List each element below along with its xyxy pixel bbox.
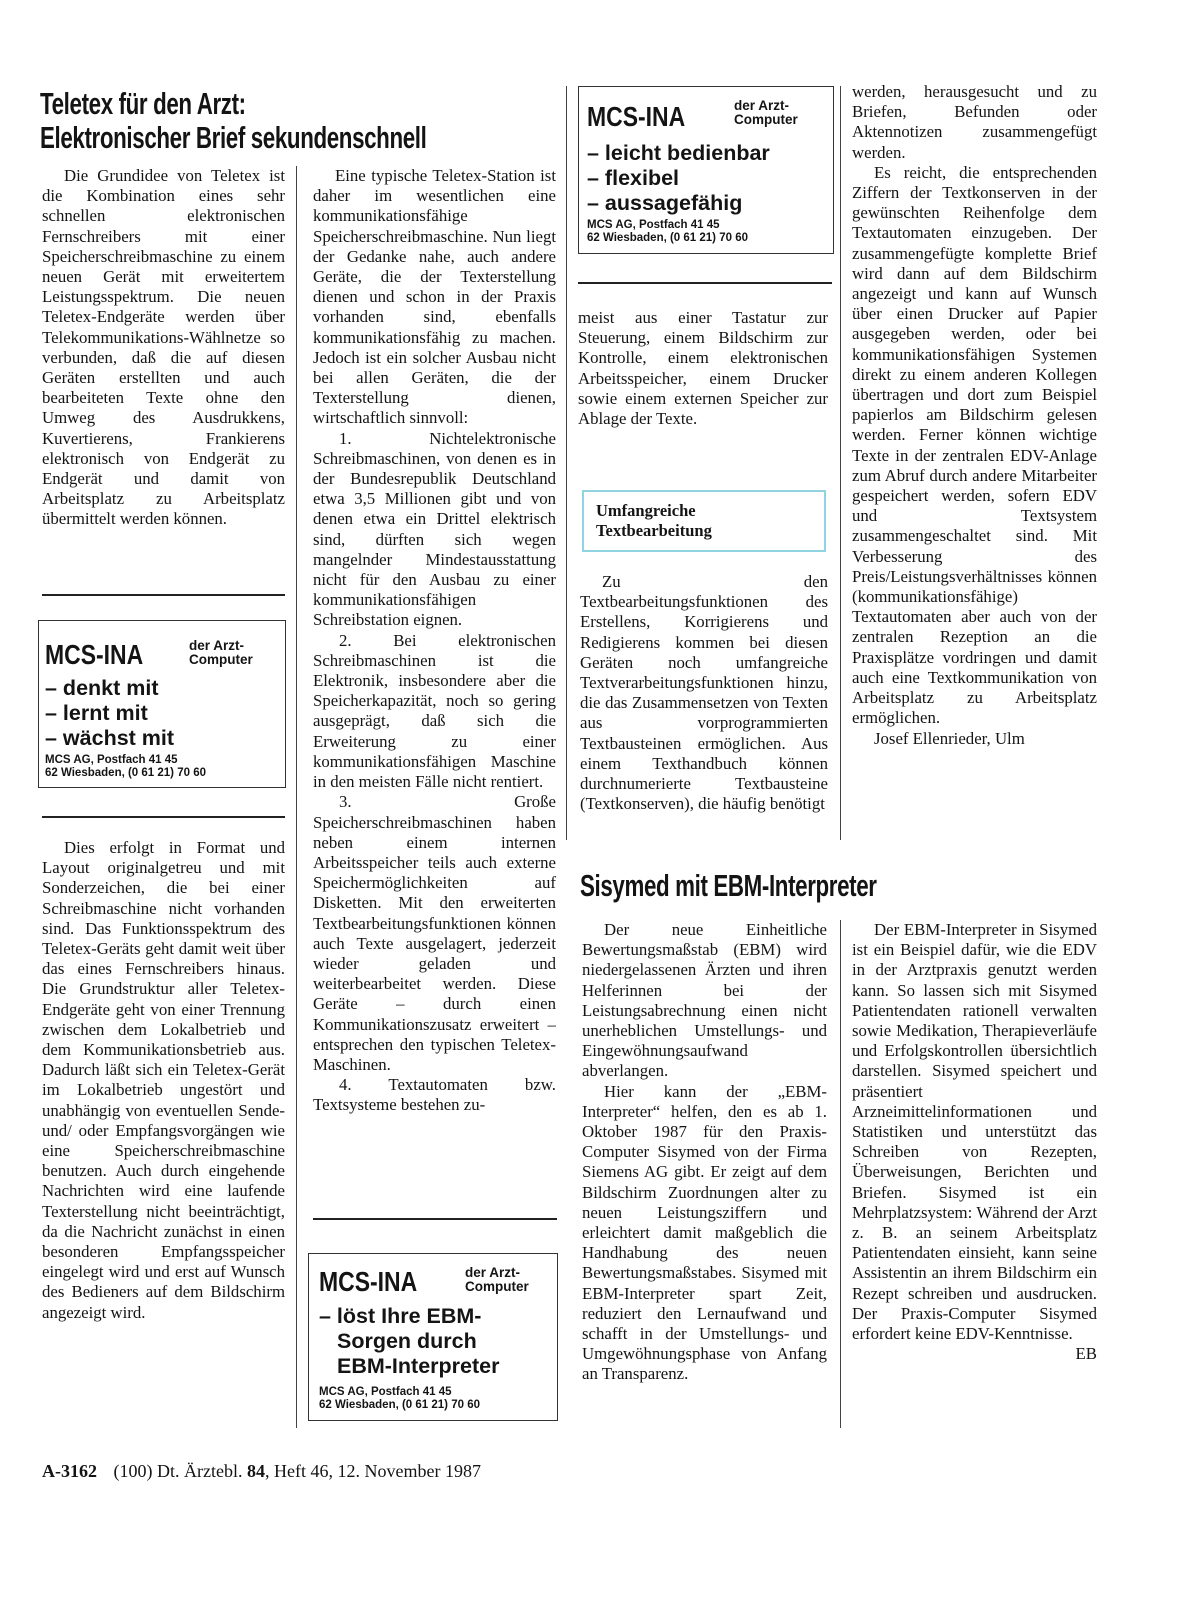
ad-claim: – flexibel: [587, 166, 680, 190]
ad-address-line: 62 Wiesbaden, (0 61 21) 70 60: [319, 1399, 480, 1411]
article1-column4: [852, 82, 1097, 842]
article1-paragraph: Zu den Textbearbeitungsfunktionen des Erstellens, Korrigierens und Redigierens kommen bei diesen Geräten noch umfangreiche Textverarbeitungsfunktionen hinzu, die das Zusammensetzen von Texten aus vorprogrammierten Textbausteinen ermöglichen. Aus einem Texthandbuch können durchnumerierte Textbausteine (Textkonserven), die häufig benötigt: [580, 572, 828, 814]
divider: [42, 816, 285, 818]
page-code: A-3162: [42, 1461, 97, 1481]
article1-paragraph: Eine typische Teletex-Station ist daher im wesentlichen eine kommunikationsfähige Speicherschreibmaschine. Nun liegt der Gedanke nahe, auch andere Geräte, die der Texterstellung dienen und schon in der Praxis vorhanden sind, ebenfalls kommunikationsfähig zu machen. Jedoch ist ein solcher Ausbau nicht bei allen Geräten, die der Texterstellung dienen, wirtschaftlich sinnvoll:: [313, 166, 556, 428]
article2-paragraph: [852, 920, 1097, 1364]
ad-address: [587, 219, 748, 245]
ad-claim: Sorgen durch: [337, 1329, 477, 1353]
page-footer: [42, 1461, 481, 1482]
article2-signature: EB: [1075, 1344, 1097, 1364]
journal-volume: 84: [246, 1461, 265, 1481]
ad-tagline: [189, 639, 253, 667]
article2-paragraph: Der neue Einheitliche Bewertungsmaßstab (EBM) wird niedergelassenen Ärzten und ihren Helferinnen bei der Leistungsabrechnung einen nicht unerheblichen Umstellungs- und Eingewöhnungsaufwand abverlangen.: [582, 920, 827, 1081]
article2-column2: [852, 920, 1097, 1430]
ad-claims: [319, 1304, 499, 1379]
ad-claim: – aussagefähig: [587, 191, 743, 215]
ad-claim: – lernt mit: [45, 701, 148, 725]
ad-claims: [587, 141, 770, 216]
article2-headline: Sisymed mit EBM-Interpreter: [580, 868, 877, 903]
ad-address: [45, 754, 206, 780]
article1-column3-top: [578, 308, 828, 452]
ad-address-line: MCS AG, Postfach 41 45: [587, 219, 720, 231]
ad-tagline: [465, 1266, 529, 1294]
journal-name: Dt. Ärztebl.: [157, 1461, 243, 1481]
ad-claim: – denkt mit: [45, 676, 159, 700]
article1-paragraph: werden, herausgesucht und zu Briefen, Befunden oder Aktennotizen zusammengefügt werden.: [852, 82, 1097, 162]
column-divider: [566, 86, 567, 840]
article1-list-item: 1. Nichtelektronische Schreibmaschinen, von denen es in der Bundesrepublik Deutschland etwa 3,5 Millionen gibt und von denen etwa ein Drittel elektrisch sind, dürften sich wegen mangelnder Mindestausstattung nicht für den Ausbau zu einer kommunikationsfähigen Schreibstation eignen.: [313, 428, 556, 630]
column-divider: [296, 166, 297, 1428]
ad-claim: – wächst mit: [45, 726, 175, 750]
ad-address-line: MCS AG, Postfach 41 45: [45, 754, 178, 766]
ad-address-line: 62 Wiesbaden, (0 61 21) 70 60: [45, 767, 206, 779]
ad-claim: EBM-Interpreter: [337, 1354, 500, 1378]
article1-paragraph: Die Grundidee von Teletex ist die Kombination eines sehr schnellen elektronischen Fernschreibers mit einer Speicherschreibmaschine zu einem neuen Gerät mit erweitertem Leistungsspektrum. Die neuen Teletex-Endgeräte werden über Telekommunikations-Wählnetze so verbunden, daß die auf diesen Geräten erstellten und auch bearbeiteten Texte ohne den Umweg des Ausdrukkens, Kuvertierens, Frankierens elektronisch von Endgerät zu Endgerät und damit von Arbeitsplatz zu Arbeitsplatz übermittelt werden können.: [42, 166, 285, 529]
article1-column3-bottom: [580, 572, 828, 840]
ad-tagline-line: der Arzt-: [465, 1265, 521, 1280]
divider: [578, 282, 832, 284]
ad-tagline-line: der Arzt-: [189, 638, 245, 653]
subheading-line: Umfangreiche: [596, 501, 696, 520]
ad-claim: – leicht bedienbar: [587, 141, 770, 165]
article-headline-line2: Elektronischer Brief sekundenschnell: [40, 120, 427, 155]
ad-brand: MCS-INA: [587, 101, 686, 132]
ad-tagline: [734, 99, 798, 127]
ad-address-line: 62 Wiesbaden, (0 61 21) 70 60: [587, 232, 748, 244]
ad-tagline-line: Computer: [189, 652, 253, 667]
divider: [313, 1218, 557, 1220]
page-number: (100): [113, 1461, 153, 1481]
article1-list-item: 3. Große Speicherschreibmaschinen haben neben einem internen Arbeitsspeicher teils auch externe Speichermöglichkeiten auf Disketten. Mit den erweiterten Textbearbeitungsfunktionen können auch Texte ausgelagert, jederzeit wieder geladen und weiterbearbeitet werden. Diese Geräte – durch einen Kommunikationszusatz erweitert – entsprechen den typischen Teletex-Maschinen.: [313, 792, 556, 1074]
ad-brand: MCS-INA: [45, 639, 144, 670]
ad-tagline-line: der Arzt-: [734, 98, 790, 113]
ad-claim: – löst Ihre EBM-: [319, 1304, 482, 1328]
article1-paragraph: Es reicht, die entsprechenden Ziffern der Textkonserven in der gewünschten Reihenfolge dem Textautomaten einzugeben. Der zusammengefügte komplette Brief wird dann auf dem Bildschirm angezeigt und kann auf Wunsch über einen Drucker auf Papier ausgegeben werden, oder bei kommunikationsfähigen Systemen direkt zu einem anderen Kollegen übertragen und dort zum Beispiel papierlos am Bildschirm gelesen werden. Ferner können wichtige Texte in der zentralen EDV-Anlage zum Abruf durch andere Mitarbeiter gespeichert werden, sofern EDV und Textsystem zusammengeschaltet sind. Mit Verbesserung des Preis/Leistungsverhältnisses können (kommunikationsfähige) Textautomaten aber auch von der zentralen Rezeption an die Praxisplätze vordringen und damit auch eine Textkommunikation von Arbeitsplatz zu Arbeitsplatz ermöglichen.: [852, 162, 1097, 728]
ad-address-line: MCS AG, Postfach 41 45: [319, 1386, 452, 1398]
ad-tagline-line: Computer: [734, 112, 798, 127]
ad-claims: [45, 676, 174, 751]
article1-column1-bottom: [42, 838, 285, 1430]
article2-paragraph: Hier kann der „EBM-Interpreter“ helfen, den es ab 1. Oktober 1987 für den Praxis-Computer Sisymed von der Firma Siemens AG gibt. Er zeigt auf dem Bildschirm Zuordnungen alter zu neuen Leistungsziffern und erleichtert damit maßgeblich die Handhabung des neuen Bewertungsmaßstabes. Sisymed mit EBM-Interpreter spart Zeit, reduziert den Lernaufwand und schafft in der Umstellungs- und Umgewöhnungsphase von Anfang an Transparenz.: [582, 1081, 827, 1384]
column-divider: [840, 86, 841, 840]
article1-column2: [313, 166, 556, 1214]
subheading-box: [582, 490, 826, 552]
mcs-ina-advertisement: [308, 1253, 558, 1421]
article2-text: Der EBM-Interpreter in Sisymed ist ein Beispiel dafür, wie die EDV in der Arztpraxis genutzt werden kann. So lassen sich mit Sisymed Patientendaten rationell verwalten sowie Medikation, Therapieverläufe und Erfolgskontrollen übersichtlich darstellen. Sisymed speichert und präsentiert Arzneimittelinformationen und Statistiken und unterstützt das Schreiben von Rezepten, Überweisungen, Berichten und Briefen. Sisymed ist ein Mehrplatzsystem: Während der Arzt z. B. an seinem Arbeitsplatz Patientendaten einsieht, kann seine Assistentin an ihrem Bildschirm ein Rezept schreiben und ausdrucken. Der Praxis-Computer Sisymed erfordert keine EDV-Kenntnisse.: [852, 920, 1097, 1344]
subheading-line: Textbearbeitung: [596, 521, 712, 540]
article-headline-line1: Teletex für den Arzt:: [40, 86, 246, 121]
column-divider: [840, 920, 841, 1428]
article1-paragraph: meist aus einer Tastatur zur Steuerung, einem Bildschirm zur Kontrolle, einem elektronischen Arbeitsspeicher, einem Drucker sowie einem externen Speicher zur Ablage der Texte.: [578, 308, 828, 429]
mcs-ina-advertisement: [578, 86, 834, 254]
ad-brand: MCS-INA: [319, 1266, 418, 1297]
article2-column1: [582, 920, 827, 1430]
ad-tagline-line: Computer: [465, 1279, 529, 1294]
article1-list-item: 4. Textautomaten bzw. Textsysteme bestehen zu-: [313, 1075, 556, 1115]
article1-list-item: 2. Bei elektronischen Schreibmaschinen ist die Elektronik, insbesondere aber die Speicherkapazität, noch so gering ausgeprägt, daß sich die Erweiterung zu einer kommunikationsfähigen Maschine in den meisten Fälle nicht rentiert.: [313, 630, 556, 792]
article1-paragraph: Dies erfolgt in Format und Layout originalgetreu und mit Sonderzeichen, die bei einer Schreibmaschine nicht vorhanden sind. Das Funktionsspektrum des Teletex-Geräts geht damit weit über das eines Fernschreibers hinaus. Die Grundstruktur aller Teletex-Endgeräte geht von einer Trennung zwischen dem Lokalbetrieb und dem Kommunikationsbetrieb aus. Dadurch läßt sich ein Teletex-Gerät im Lokalbetrieb ungestört und unabhängig von eventuellen Sende- und/ oder Empfangsvorgängen wie eine Speicherschreibmaschine benutzen. Auch durch eingehende Nachrichten wird eine laufende Texterstellung nicht beeinträchtigt, da die Nachricht zunächst in einen besonderen Empfangsspeicher eingelegt wird und erst auf Wunsch des Bedieners auf dem Bildschirm angezeigt wird.: [42, 838, 285, 1322]
article1-column1-top: [42, 166, 285, 578]
mcs-ina-advertisement: [38, 620, 286, 788]
divider: [42, 594, 285, 596]
article1-author: Josef Ellenrieder, Ulm: [874, 728, 1025, 748]
ad-address: [319, 1386, 480, 1412]
issue-date: , Heft 46, 12. November 1987: [264, 1461, 481, 1481]
